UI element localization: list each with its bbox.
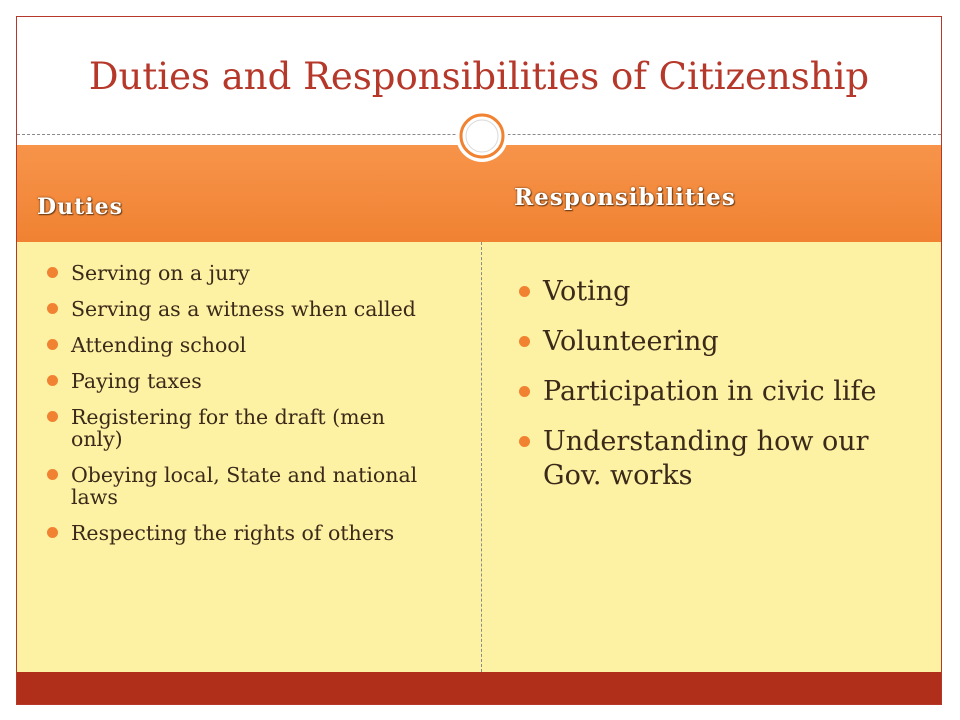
duties-list [43, 262, 433, 558]
duty-text: Serving on a jury [71, 261, 250, 285]
duty-text: Respecting the rights of others [71, 521, 395, 545]
footer-band [17, 672, 941, 705]
duty-text: Obeying local, State and national laws [71, 463, 418, 509]
responsibility-text: Volunteering [543, 326, 719, 357]
responsibility-text: Participation in civic life [543, 376, 877, 407]
responsibility-text: Voting [543, 276, 631, 307]
bullet-icon [519, 386, 530, 397]
list-item [43, 262, 433, 284]
bullet-icon [47, 267, 58, 278]
duties-heading: Duties [37, 194, 123, 220]
duty-text: Serving as a witness when called [71, 297, 416, 321]
responsibility-text: Understanding how our Gov. works [543, 426, 869, 491]
duty-text: Attending school [71, 333, 247, 357]
list-item [43, 406, 433, 450]
list-item [43, 370, 433, 392]
bullet-icon [47, 527, 58, 538]
bullet-icon [47, 303, 58, 314]
bullet-icon [47, 339, 58, 350]
duty-text: Paying taxes [71, 369, 202, 393]
responsibilities-heading: Responsibilities [514, 184, 736, 211]
responsibilities-list [515, 275, 895, 509]
bullet-icon [519, 436, 530, 447]
slide [16, 16, 942, 705]
table-body [17, 242, 941, 672]
list-item [43, 334, 433, 356]
list-item [515, 425, 895, 493]
bullet-icon [47, 469, 58, 480]
ring-ornament-icon [454, 108, 510, 164]
duty-text: Registering for the draft (men only) [71, 405, 385, 451]
list-item [43, 298, 433, 320]
bullet-icon [519, 336, 530, 347]
column-divider [481, 242, 482, 672]
bullet-icon [519, 286, 530, 297]
list-item [43, 464, 433, 508]
list-item [515, 375, 895, 409]
bullet-icon [47, 375, 58, 386]
list-item [43, 522, 433, 544]
slide-title: Duties and Responsibilities of Citizenship [88, 55, 870, 98]
list-item [515, 275, 895, 309]
list-item [515, 325, 895, 359]
bullet-icon [47, 411, 58, 422]
